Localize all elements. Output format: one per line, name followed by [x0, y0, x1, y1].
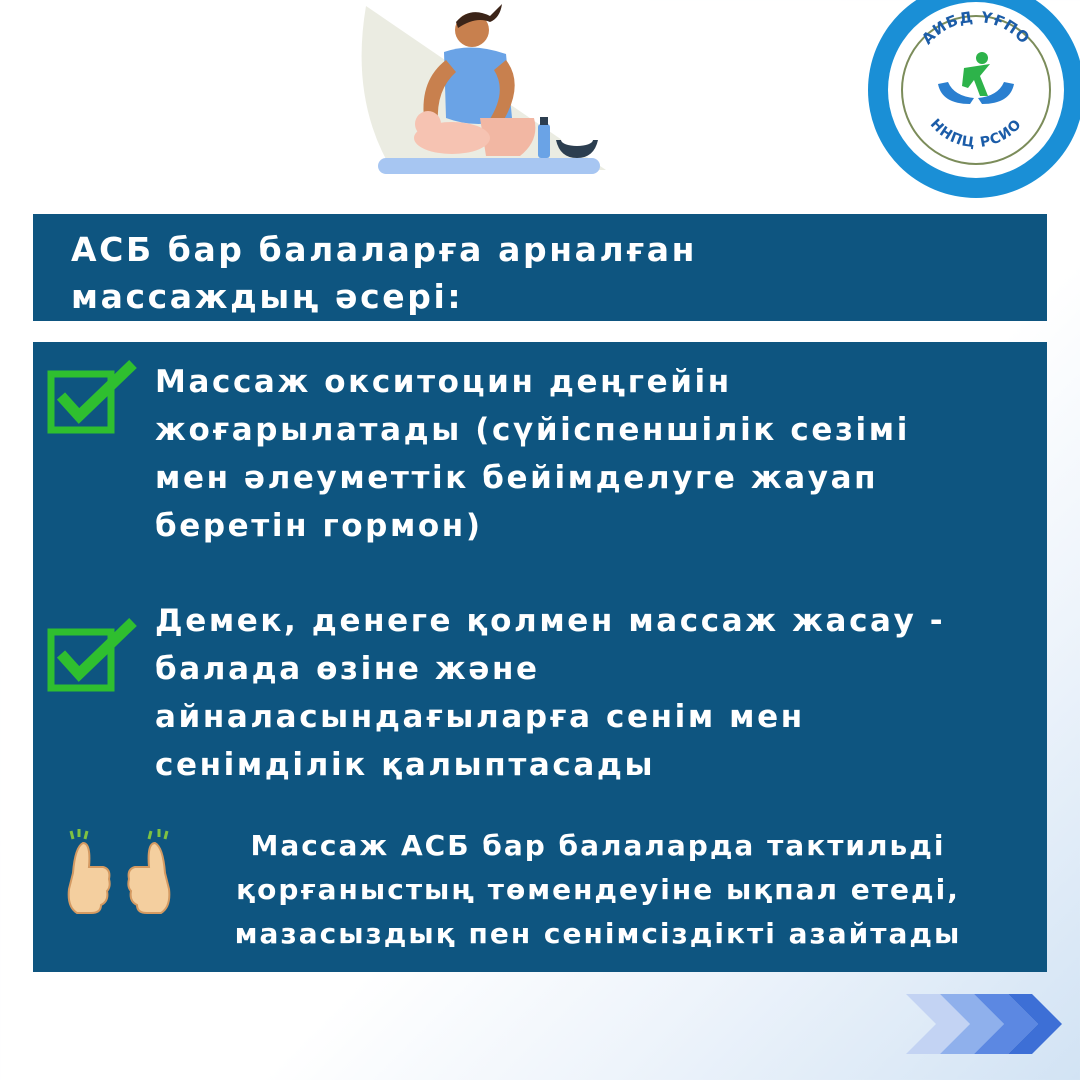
massage-illustration — [0, 0, 640, 190]
bullet-2-line-3: айналасындағыларға сенім мен — [155, 699, 805, 735]
baby-head — [415, 111, 441, 137]
bottle-cap — [540, 117, 548, 125]
organization-logo — [858, 0, 1080, 212]
highlight-text — [183, 824, 1013, 956]
massage-table — [378, 158, 600, 174]
bullet-1-line-4: беретін гормон) — [155, 508, 483, 544]
bullet-2-line-4: сенімділік қалыптасады — [155, 747, 656, 783]
thumbs-up-icon — [63, 827, 175, 923]
title-banner — [33, 214, 1047, 321]
content-panel — [33, 342, 1047, 972]
checkbox-check-icon — [47, 360, 139, 434]
highlight-line-3: мазасыздық пен сенімсіздікті азайтады — [234, 917, 962, 950]
logo-top-text: АИБД ҮҒПО — [918, 7, 1034, 48]
logo-figure-head — [976, 52, 988, 64]
highlight-line-1: Массаж АСБ бар балаларда тактильді — [250, 829, 946, 862]
bowl-cream — [561, 134, 593, 146]
thumb-right — [128, 829, 169, 913]
bullet-trust — [155, 597, 1035, 789]
oil-bottle — [538, 124, 550, 158]
title-line-2: массаждың әсері: — [71, 277, 464, 316]
bullet-2-line-1: Демек, денеге қолмен массаж жасау - — [155, 603, 946, 639]
bullet-1-line-2: жоғарылатады (сүйіспеншілік сезімі — [155, 412, 910, 448]
page-title — [71, 226, 697, 320]
checkbox-check-icon — [47, 618, 139, 692]
logo-bottom-text: ННПЦ РСИО — [926, 116, 1026, 152]
bullet-1-line-3: мен әлеуметтік бейімделуге жауап — [155, 460, 879, 496]
bullet-2-line-2: балада өзіне және — [155, 651, 540, 687]
logo-inner — [888, 2, 1064, 178]
next-arrows-icon — [900, 990, 1070, 1060]
highlight-line-2: қорғаныстың төмендеуіне ықпал етеді, — [236, 873, 960, 906]
thumb-left — [69, 829, 110, 913]
bullet-oxytocin — [155, 358, 1025, 550]
bullet-1-line-1: Массаж окситоцин деңгейін — [155, 364, 732, 400]
title-line-1: АСБ бар балаларға арналған — [71, 230, 698, 269]
